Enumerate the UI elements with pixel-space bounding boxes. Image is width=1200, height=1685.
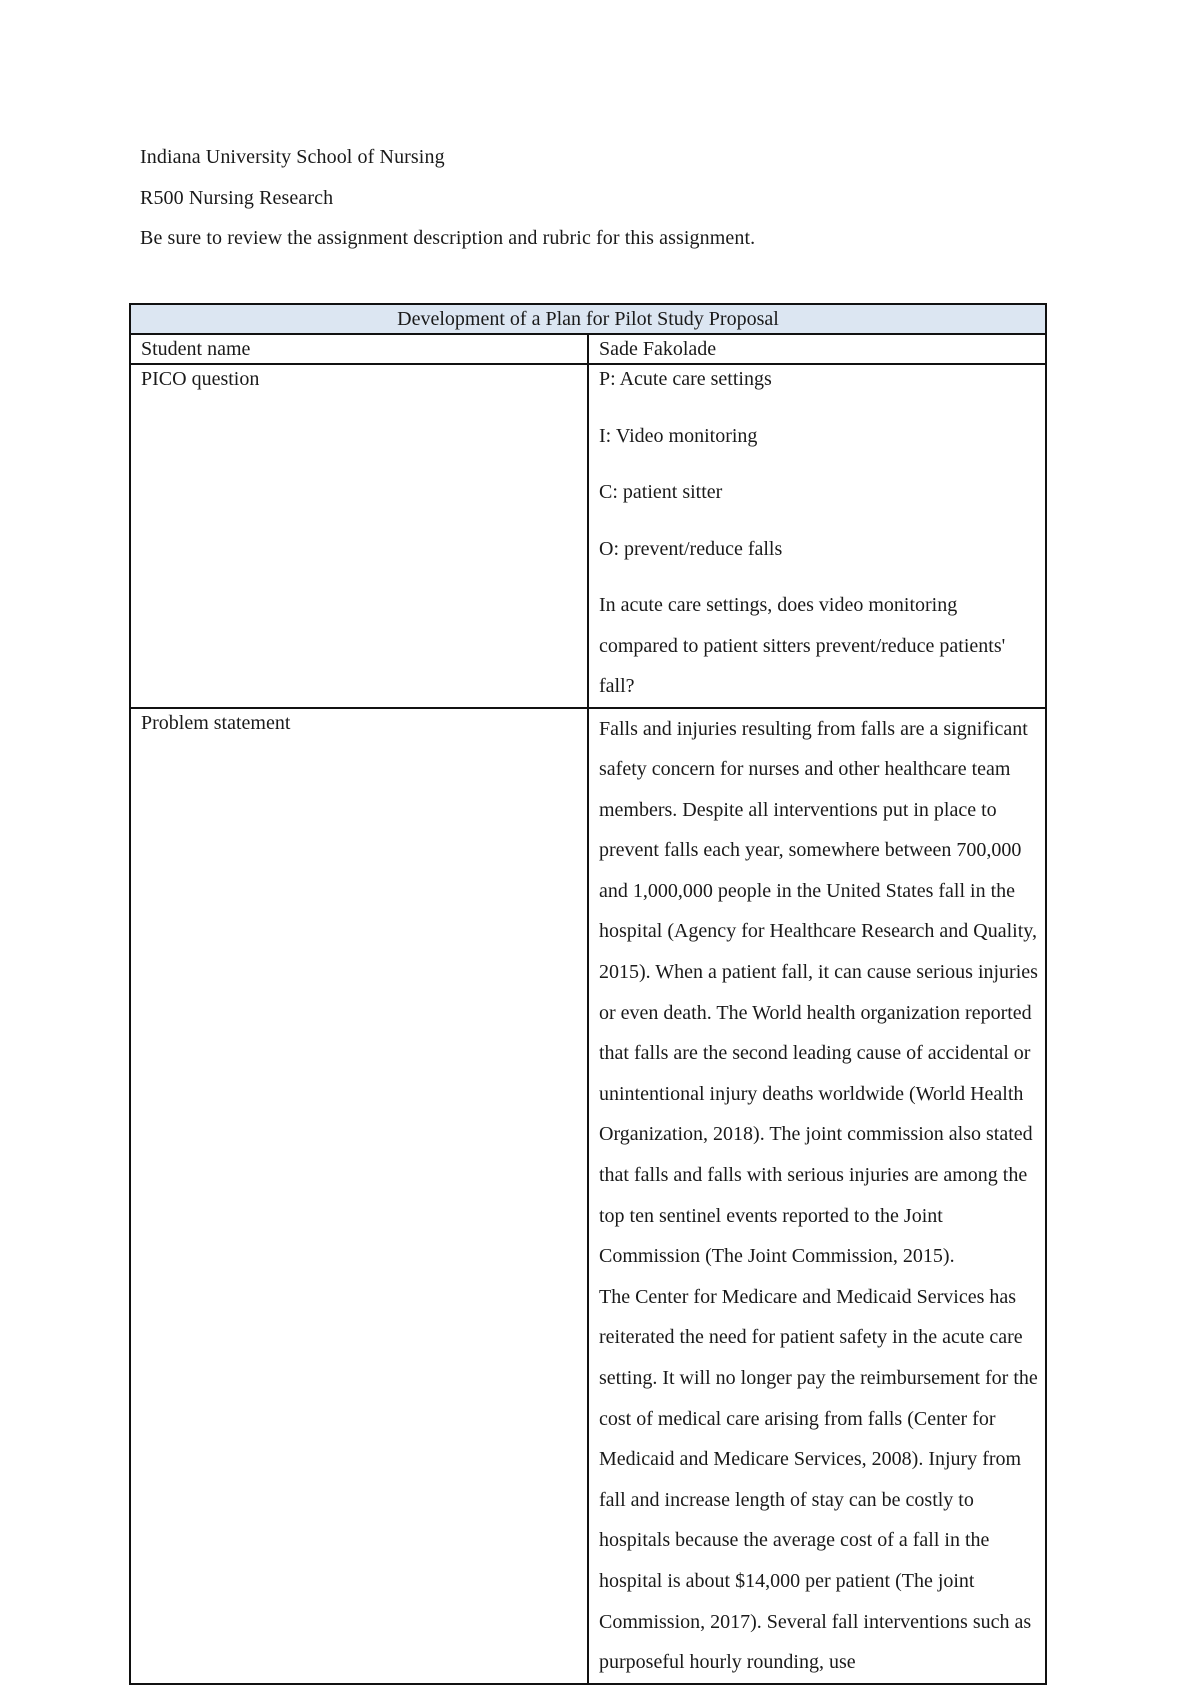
table-title: Development of a Plan for Pilot Study Proposal (130, 304, 1046, 334)
student-name-value: Sade Fakolade (588, 334, 1046, 364)
problem-statement-value (588, 708, 1046, 1684)
problem-paragraph-1: Falls and injuries resulting from falls are a significant safety concern for nurses and other healthcare team members. Despite all interventions put in place to prevent falls each year, somewhere between 700,000 and 1,000,000 people in the United States fall in the hospital (Agency for Healthcare Research and Quality, 2015). When a patient fall, it can cause serious injuries or even death. The World health organization reported that falls are the second leading cause of accidental or unintentional injury deaths worldwide (World Health Organization, 2018). The joint commission also stated that falls and falls with serious injuries are among the top ten sentinel events reported to the Joint Commission (The Joint Commission, 2015). (599, 717, 1038, 1268)
pico-comparison: C: patient sitter (599, 481, 723, 503)
institution-name: Indiana University School of Nursing (140, 146, 445, 168)
table-row-pico (130, 364, 1046, 708)
pico-question-value (588, 364, 1046, 708)
instruction-text: Be sure to review the assignment description and rubric for this assignment. (140, 227, 756, 249)
problem-statement-label: Problem statement (130, 708, 588, 1684)
pico-population: P: Acute care settings (599, 368, 772, 390)
course-name: R500 Nursing Research (140, 186, 334, 209)
proposal-table (129, 303, 1047, 1685)
table-row-problem (130, 708, 1046, 1684)
student-name-label: Student name (130, 334, 588, 364)
pico-question-label: PICO question (130, 364, 588, 708)
pico-intervention: I: Video monitoring (599, 424, 758, 447)
pico-question-text: In acute care settings, does video monitoring compared to patient sitters prevent/reduce patients' fall? (599, 594, 1006, 697)
problem-paragraph-2: The Center for Medicare and Medicaid Services has reiterated the need for patient safety in the acute care setting. It will no longer pay the reimbursement for the cost of medical care arising from falls (Center for Medicaid and Medicare Services, 2008). Injury from fall and increase length of stay can be costly to hospitals because the average cost of a fall in the hospital is about $14,000 per patient (The joint Commission, 2017). Several fall interventions such as purposeful hourly rounding, use (599, 1285, 1038, 1674)
table-title-row (130, 304, 1046, 334)
pico-outcome: O: prevent/reduce falls (599, 537, 783, 560)
document-header (140, 140, 755, 262)
table-row-student (130, 334, 1046, 364)
